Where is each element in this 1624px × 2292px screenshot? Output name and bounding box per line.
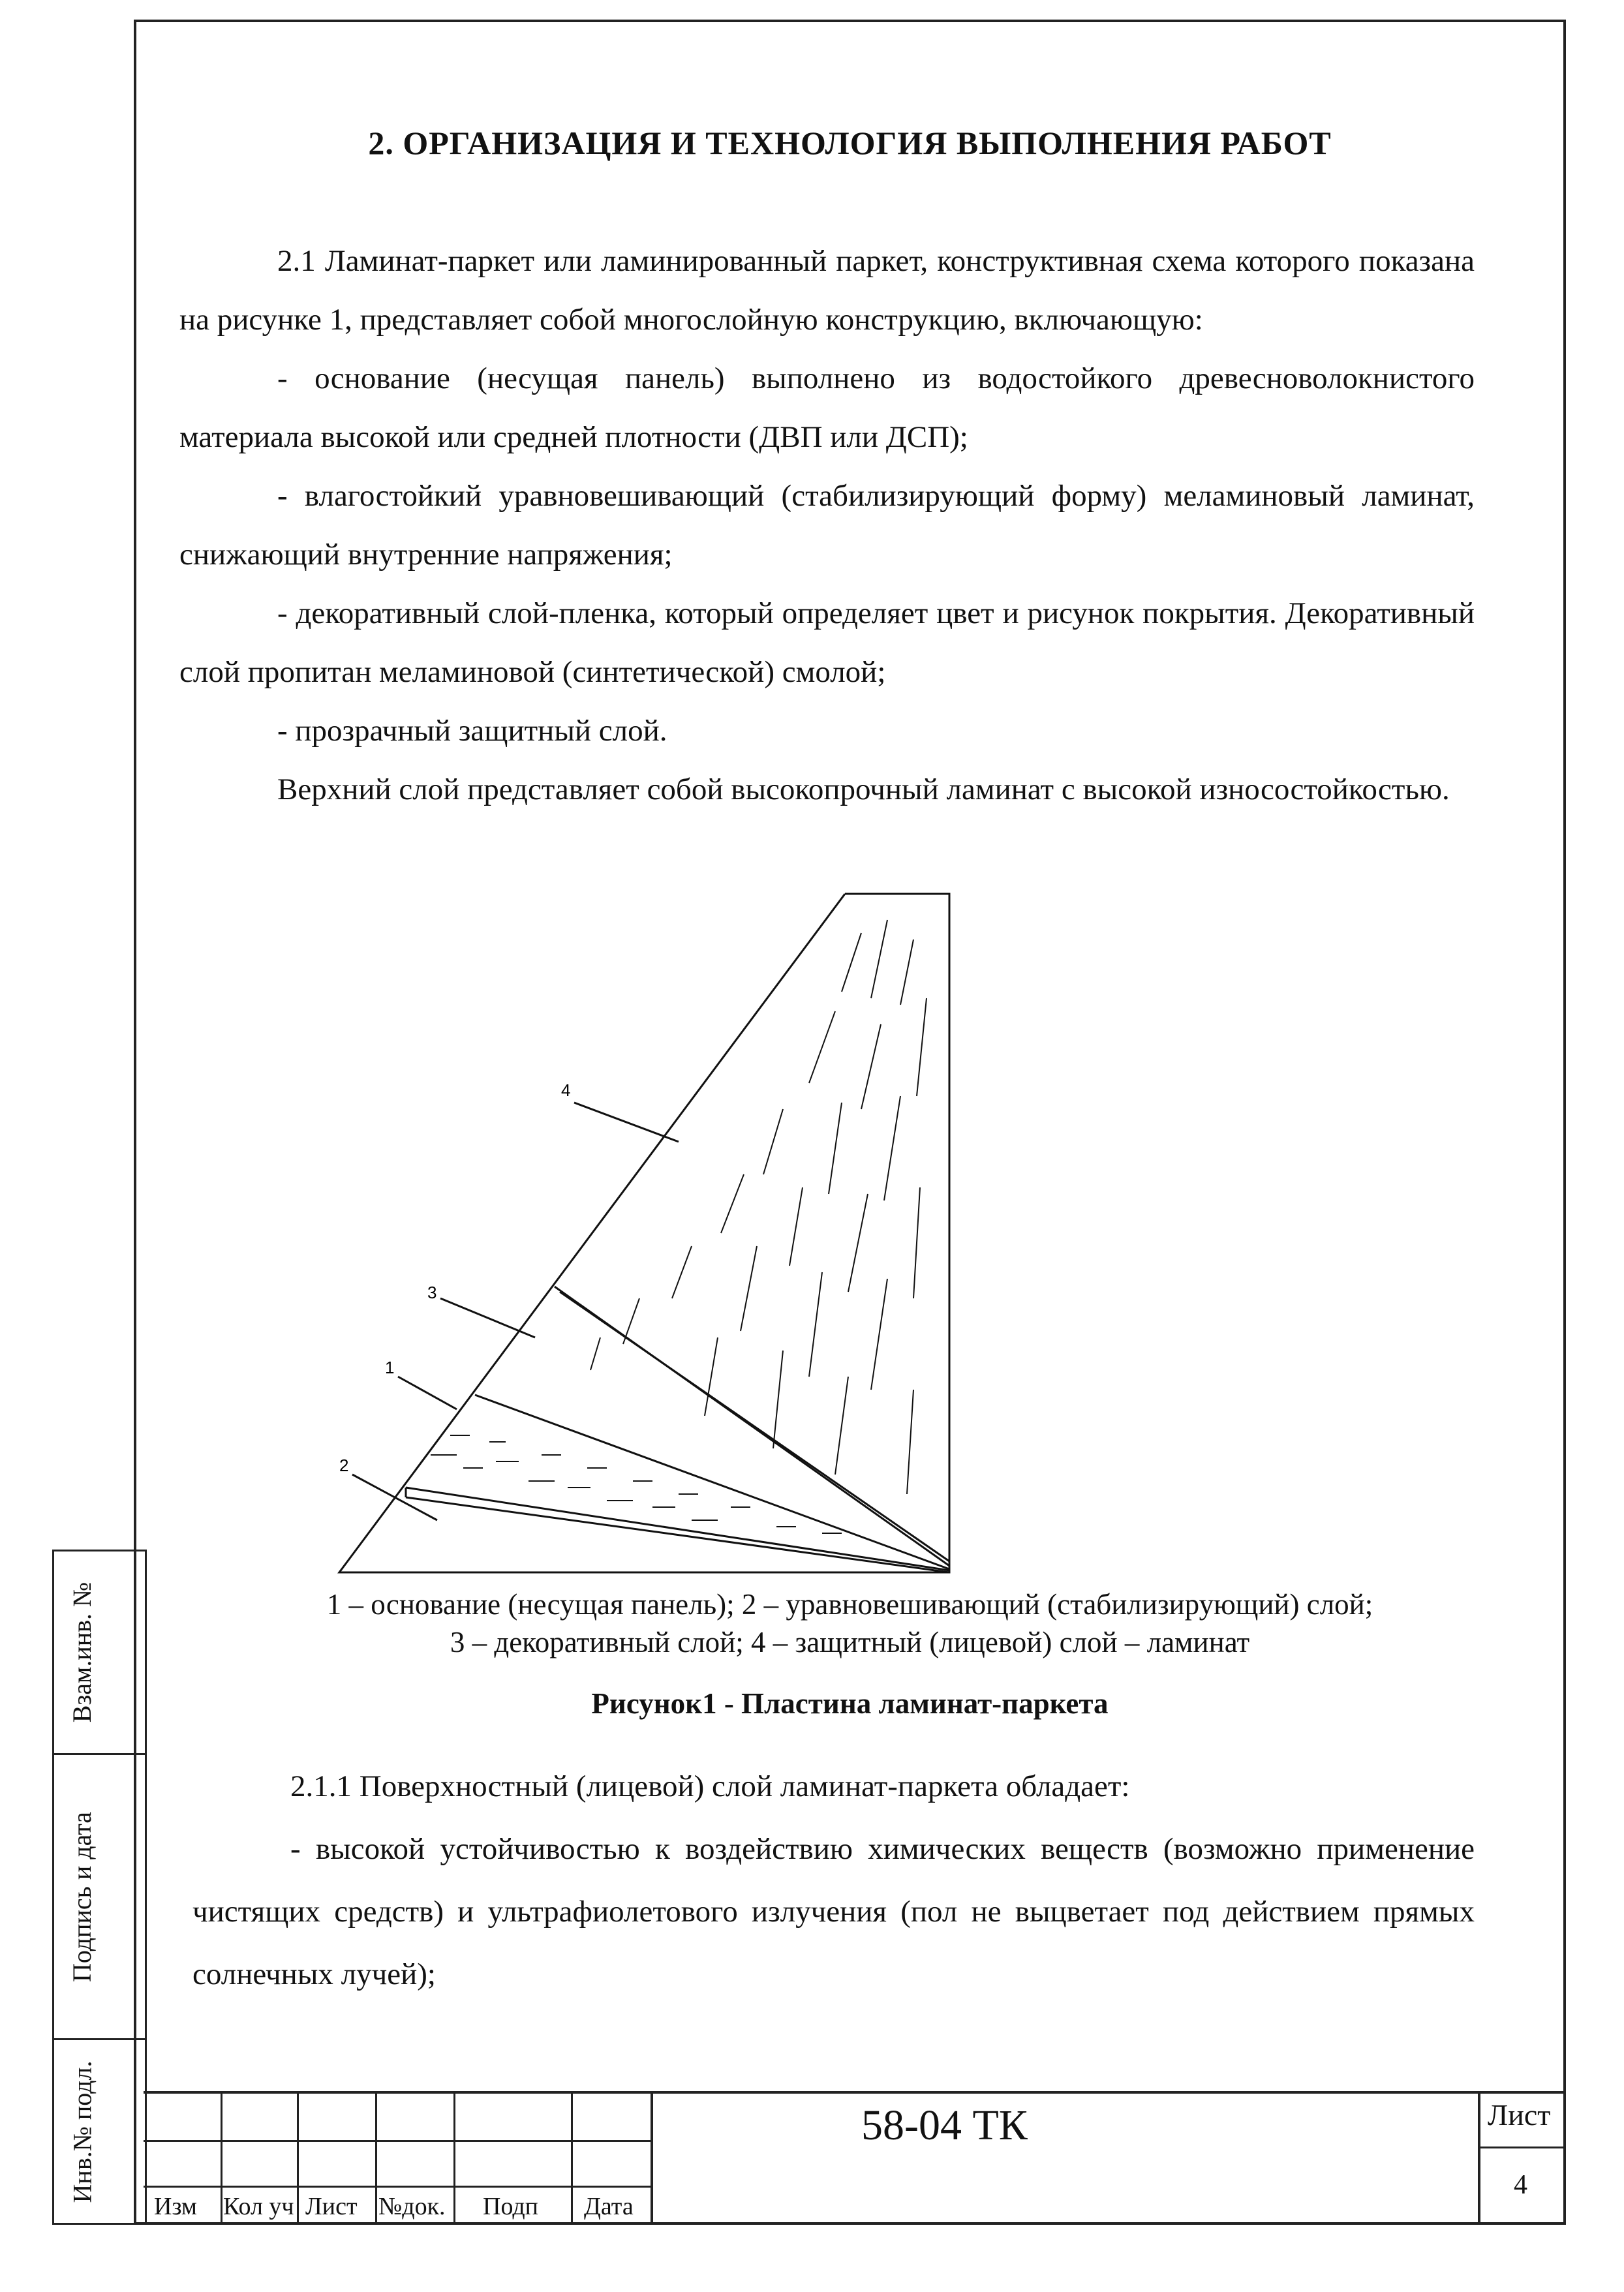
caption-line-2: 3 – декоративный слой; 4 – защитный (лицевой) слой – ламинат <box>450 1626 1250 1658</box>
stamp-label-replace: Взам.инв. № <box>67 1581 97 1723</box>
laminate-panel-figure <box>326 881 985 1579</box>
figure-caption <box>134 1585 1566 1661</box>
col-podp: Подп <box>483 2193 539 2220</box>
paragraph-intro: 2.1 Ламинат-паркет или ламинированный паркет, конструктивная схема которого показана на рисунке 1, представляет собой многослойную конструкцию, включающую: <box>179 244 1475 337</box>
sheet-label: Лист <box>1488 2098 1551 2132</box>
paragraph-surface: 2.1.1 Поверхностный (лицевой) слой ламинат-паркета обладает: <box>290 1769 1130 1803</box>
col-izm: Изм <box>154 2193 197 2220</box>
body-text <box>179 232 1475 819</box>
label-1: 1 <box>385 1358 395 1377</box>
stamp-cell-inventory <box>52 2038 147 2225</box>
stamp-label-inventory: Инв.№ подл. <box>67 2060 97 2203</box>
paragraph-protective: - прозрачный защитный слой. <box>277 714 667 748</box>
side-stamp <box>52 1550 147 2225</box>
caption-line-1: 1 – основание (несущая панель); 2 – уравновешивающий (стабилизирующий) слой; <box>326 1588 1373 1621</box>
paragraph-decor: - декоративный слой-пленка, который определяет цвет и рисунок покрытия. Декоративный слой пропитан меламиновой (синтетической) смолой; <box>179 596 1475 689</box>
label-2: 2 <box>339 1456 349 1475</box>
figure-title: Рисунок1 - Пластина ламинат-паркета <box>591 1687 1109 1720</box>
label-4: 4 <box>561 1080 571 1100</box>
col-list: Лист <box>305 2193 358 2220</box>
paragraph-top: Верхний слой представляет собой высокопрочный ламинат с высокой износостойкостью. <box>277 772 1450 806</box>
stamp-cell-replace <box>52 1550 147 1755</box>
paragraph-resistance: - высокой устойчивостью к воздействию химических веществ (возможно применение чистящих средств) и ультрафиолетового излучения (пол не выцветает под действием прямых солнечных лучей); <box>192 1832 1475 1991</box>
paragraph-base: - основание (несущая панель) выполнено из водостойкого древесноволокнистого материала высокой или средней плотности (ДВП или ДСП); <box>179 361 1475 454</box>
sheet-number: 4 <box>1514 2170 1527 2200</box>
document-code: 58-04 ТК <box>861 2101 1028 2149</box>
body-text-2 <box>192 1755 1475 2006</box>
col-ndok: №док. <box>378 2193 446 2220</box>
col-data: Дата <box>584 2193 634 2220</box>
label-3: 3 <box>427 1283 437 1302</box>
section-title: 2. ОРГАНИЗАЦИЯ И ТЕХНОЛОГИЯ ВЫПОЛНЕНИЯ РАБОТ <box>368 125 1332 161</box>
stamp-label-signature: Подпись и дата <box>67 1811 97 1982</box>
stamp-cell-signature <box>52 1753 147 2040</box>
col-kol: Кол уч <box>223 2193 294 2220</box>
paragraph-balance: - влагостойкий уравновешивающий (стабилизирующий форму) меламиновый ламинат, снижающий внутренние напряжения; <box>179 479 1475 572</box>
